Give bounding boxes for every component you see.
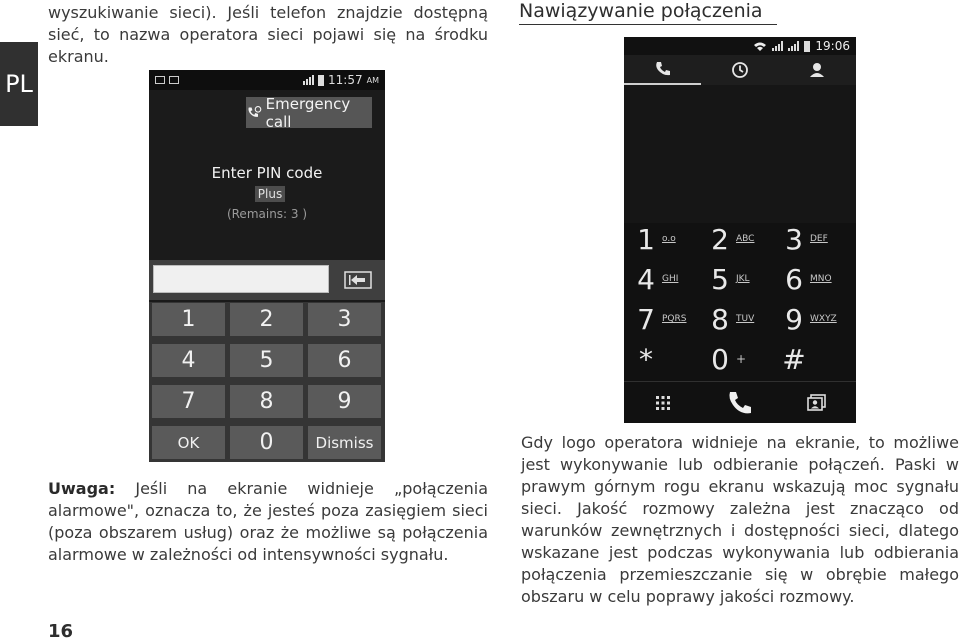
- wifi-icon: [753, 41, 767, 52]
- phone-icon: [726, 390, 754, 416]
- dial-key-2[interactable]: [708, 221, 778, 257]
- dial-key-9[interactable]: [782, 301, 852, 337]
- key-6[interactable]: 6: [308, 344, 381, 377]
- emergency-call-label: Emergency call: [265, 94, 351, 131]
- contact-card-icon: [807, 394, 827, 412]
- dial-key-star[interactable]: [634, 341, 704, 377]
- pin-title: Enter PIN code: [211, 164, 323, 182]
- dial-key-0[interactable]: [708, 341, 778, 377]
- dial-digit: 7: [637, 302, 655, 336]
- key-4[interactable]: 4: [152, 344, 225, 377]
- dial-display: [624, 85, 856, 223]
- dial-letters: ABC: [736, 234, 755, 244]
- key-0[interactable]: 0: [230, 426, 303, 459]
- tab-contacts[interactable]: [779, 55, 856, 85]
- tab-call-log[interactable]: [701, 55, 778, 85]
- status-bar: [149, 70, 385, 90]
- dial-digit: 9: [785, 302, 803, 336]
- dialer-phone: [624, 37, 856, 423]
- signal-icon: [772, 41, 783, 51]
- key-5[interactable]: 5: [230, 344, 303, 377]
- body-paragraph: Gdy logo operatora widnieje na ekranie, to możliwe jest wykonywanie lub odbieranie połączeń. Paski w prawym górnym rogu ekranu wskazują moc sygnału sieci. Jakość rozmowy zależna jest znacząco od warunków zewnętrznych i dostępności sieci, dlatego wskazane jest podczas wykonywania lub odbierania połączenia przemieszczanie się w obrębie małego obszaru w celu poprawy jakości rozmowy.: [521, 433, 959, 606]
- battery-icon: [804, 41, 810, 52]
- note-label: Uwaga:: [48, 479, 116, 498]
- dismiss-button[interactable]: Dismiss: [308, 426, 381, 459]
- add-contact-button[interactable]: [779, 382, 856, 423]
- key-2[interactable]: 2: [230, 303, 303, 336]
- dialer-tabs: [624, 55, 856, 85]
- dial-key-1[interactable]: [634, 221, 704, 257]
- dial-digit: 3: [785, 222, 803, 256]
- pin-keypad: [149, 302, 385, 462]
- dial-digit: 5: [711, 262, 729, 296]
- dialer-actions: [624, 381, 856, 423]
- dial-key-8[interactable]: [708, 301, 778, 337]
- carrier-name: Plus: [255, 186, 285, 202]
- dial-key-hash[interactable]: [782, 341, 852, 377]
- dial-letters: GHI: [662, 274, 679, 284]
- dial-letters: +: [736, 352, 747, 366]
- status-time: 11:57: [328, 73, 363, 87]
- tab-dialpad[interactable]: [624, 55, 701, 85]
- status-time: 19:06: [815, 39, 850, 53]
- signal-icon: [303, 75, 314, 85]
- backspace-icon: [343, 270, 373, 290]
- key-3[interactable]: 3: [308, 303, 381, 336]
- status-bar: [624, 37, 856, 55]
- dialpad-toggle-button[interactable]: [624, 382, 701, 423]
- dial-digit: 8: [711, 302, 729, 336]
- intro-paragraph: wyszukiwanie sieci). Jeśli telefon znajdzie dostępną sieć, to nazwa operatora sieci pojawi się na środku ekranu.: [48, 3, 488, 66]
- battery-icon: [318, 75, 324, 86]
- dial-digit: 1: [637, 222, 655, 256]
- page-number: 16: [48, 621, 74, 642]
- note-text: Jeśli na ekranie widnieje „połączenia alarmowe", oznacza to, że jesteś poza zasięgiem sieci (poza obszarem usług) oraz że możliwe są połączenia alarmowe w zależności od intensywności sygnału.: [48, 479, 488, 564]
- dial-digit: 2: [711, 222, 729, 256]
- pin-remains: (Remains: 3 ): [226, 207, 308, 221]
- dial-key-4[interactable]: [634, 261, 704, 297]
- emergency-call-button[interactable]: [246, 94, 372, 131]
- dial-digit: #: [782, 342, 806, 376]
- message-icon: [169, 76, 179, 84]
- dial-key-5[interactable]: [708, 261, 778, 297]
- pin-input-row: [149, 260, 385, 300]
- pin-input[interactable]: [153, 265, 329, 293]
- backspace-button[interactable]: [339, 268, 377, 292]
- dial-digit: 6: [785, 262, 803, 296]
- call-button[interactable]: [701, 382, 778, 423]
- dial-letters: PQRS: [662, 314, 687, 324]
- message-icon: [155, 76, 165, 84]
- key-1[interactable]: 1: [152, 303, 225, 336]
- voicemail-icon: o.o: [662, 234, 676, 244]
- dial-digit: *: [639, 342, 653, 376]
- dial-key-6[interactable]: [782, 261, 852, 297]
- key-8[interactable]: 8: [230, 385, 303, 418]
- dial-letters: MNO: [810, 274, 832, 284]
- phone-icon: [246, 105, 263, 121]
- dial-digit: 4: [637, 262, 655, 296]
- dial-digit: 0: [711, 342, 729, 376]
- dial-letters: WXYZ: [810, 314, 837, 324]
- key-9[interactable]: 9: [308, 385, 381, 418]
- key-7[interactable]: 7: [152, 385, 225, 418]
- clock-icon: [731, 61, 749, 79]
- dialpad: [624, 221, 856, 381]
- language-tab: PL: [0, 42, 38, 126]
- ok-button[interactable]: OK: [152, 426, 225, 459]
- person-icon: [809, 61, 825, 79]
- dial-key-3[interactable]: [782, 221, 852, 257]
- grid-icon: [655, 395, 671, 411]
- note-paragraph: [48, 478, 488, 566]
- status-ampm: AM: [366, 75, 379, 85]
- section-title: Nawiązywanie połączenia: [519, 0, 777, 25]
- pin-prompt-area: [149, 90, 385, 276]
- dial-letters: JKL: [736, 274, 750, 284]
- dial-letters: DEF: [810, 234, 828, 244]
- dial-key-7[interactable]: [634, 301, 704, 337]
- dial-letters: TUV: [736, 314, 755, 324]
- signal-icon-2: [788, 41, 799, 51]
- pin-screen-phone: [149, 70, 385, 462]
- phone-icon: [654, 61, 672, 77]
